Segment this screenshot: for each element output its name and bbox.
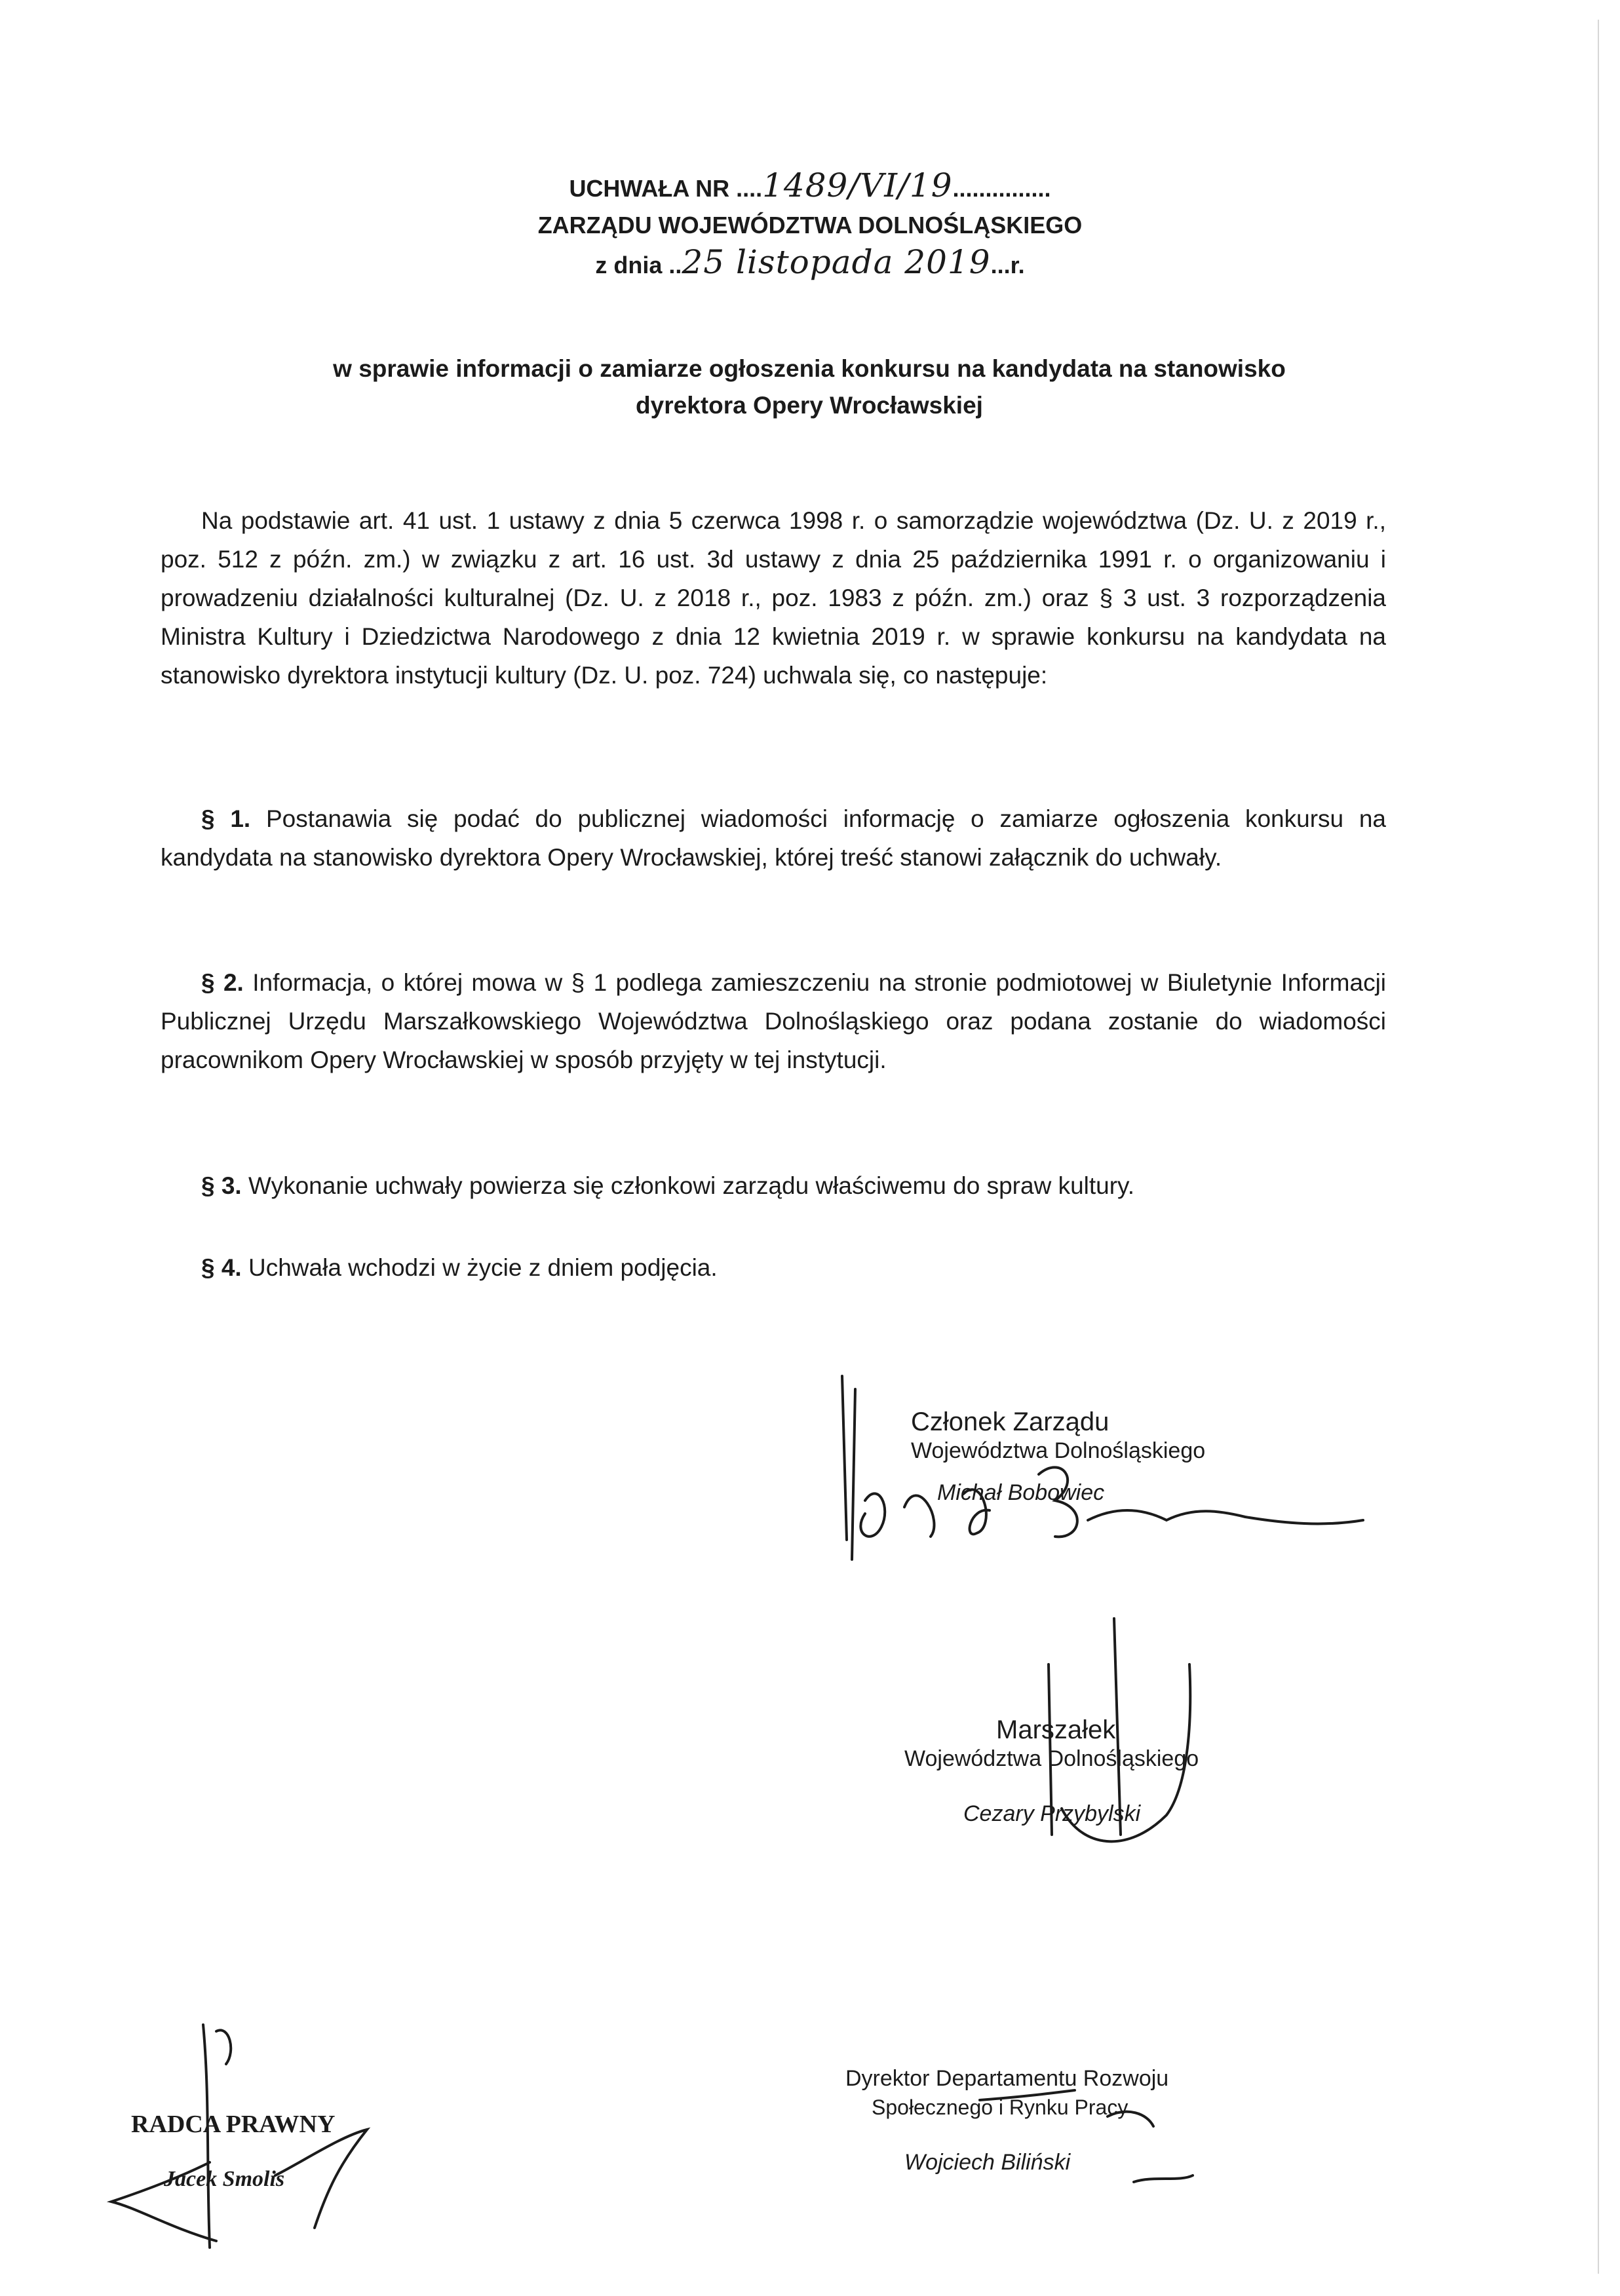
preamble-text: Na podstawie art. 41 ust. 1 ustawy z dnia 5 czerwca 1998 r. o samorządzie województwa (Dz. U. z 2019 r., poz. 512 z późn. zm.) w związku z art. 16 ust. 3d ustawy z dnia 25 października 1991 r. o organizowaniu i prowadzeniu działalności kulturalnej (Dz. U. z 2018 r., poz. 1983 z późn. zm.) oraz § 3 ust. 3 rozporządzenia Ministra Kultury i Dziedzictwa Narodowego z dnia 12 kwietnia 2019 r. w sprawie konkursu na kandydata na stanowisko dyrektora instytucji kultury (Dz. U. poz. 724) uchwala się, co następuje: bbox=[161, 507, 1386, 689]
stamp-name: Michał Bobowiec bbox=[937, 1480, 1105, 1505]
resolution-prefix: UCHWAŁA NR .... bbox=[569, 175, 763, 202]
paragraph-text: Informacja, o której mowa w § 1 podlega zamieszczeniu na stronie podmiotowej w Biuletynie Informacji Publicznej Urzędu Marszałkowskiego Województwa Dolnośląskiego oraz podana zostanie do wiadomości pracownikom Opery Wrocławskiej w sposób przyjęty w tej instytucji. bbox=[161, 969, 1387, 1073]
stamp-name: Wojciech Biliński bbox=[904, 2150, 1071, 2175]
stamp-region: Województwa Dolnośląskiego bbox=[911, 1438, 1206, 1463]
stamp-role: RADCA PRAWNY bbox=[131, 2111, 336, 2138]
stamp-role-line-1: Dyrektor Departamentu Rozwoju bbox=[845, 2066, 1169, 2091]
board-member-stamp bbox=[911, 1407, 1205, 1507]
paragraph-4 bbox=[161, 1248, 1386, 1287]
paragraph-1 bbox=[161, 799, 1386, 877]
marshal-stamp bbox=[904, 1715, 1199, 1828]
preamble-paragraph bbox=[161, 501, 1386, 695]
scan-edge-line bbox=[1598, 20, 1599, 2274]
paragraph-2 bbox=[161, 963, 1386, 1079]
stamp-role-line-2: Społecznego i Rynku Pracy bbox=[872, 2095, 1128, 2119]
stamp-region: Województwa Dolnośląskiego bbox=[904, 1746, 1199, 1771]
date-handwritten: 25 listopada 2019 bbox=[682, 243, 991, 281]
date-prefix: z dnia .. bbox=[595, 252, 682, 278]
resolution-subject bbox=[131, 351, 1488, 424]
stamp-name: Cezary Przybylski bbox=[963, 1801, 1141, 1826]
board-name: ZARZĄDU WOJEWÓDZTWA DOLNOŚLĄSKIEGO bbox=[537, 212, 1083, 239]
paragraph-text: Wykonanie uchwały powierza się członkowi zarządu właściwemu do spraw kultury. bbox=[248, 1172, 1135, 1199]
paragraph-label: § 4. bbox=[201, 1254, 242, 1281]
date-suffix: ...r. bbox=[990, 252, 1025, 278]
resolution-number-line bbox=[0, 167, 1620, 207]
resolution-header bbox=[0, 167, 1620, 284]
stamp-name: Jacek Smolis bbox=[164, 2167, 285, 2191]
stamp-role: Marszałek bbox=[996, 1715, 1116, 1744]
paragraph-label: § 1. bbox=[201, 805, 251, 832]
date-line bbox=[0, 244, 1620, 284]
subject-line-1: w sprawie informacji o zamiarze ogłoszenia konkursu na kandydata na stanowisko bbox=[333, 355, 1286, 382]
subject-line-2: dyrektora Opery Wrocławskiej bbox=[636, 392, 983, 419]
paragraph-label: § 2. bbox=[201, 969, 244, 996]
resolution-suffix: ............... bbox=[952, 175, 1051, 202]
stamp-role: Członek Zarządu bbox=[911, 1407, 1109, 1436]
resolution-number-handwritten: 1489/VI/19 bbox=[762, 166, 953, 204]
director-stamp bbox=[845, 2064, 1168, 2177]
paragraph-label: § 3. bbox=[201, 1172, 242, 1199]
paragraph-text: Uchwała wchodzi w życie z dniem podjęcia. bbox=[248, 1254, 718, 1281]
paragraph-text: Postanawia się podać do publicznej wiadomości informację o zamiarze ogłoszenia konkursu na kandydata na stanowisko dyrektora Opery Wrocławskiej, której treść stanowi załącznik do uchwały. bbox=[161, 805, 1387, 871]
legal-counsel-stamp bbox=[105, 2110, 335, 2194]
paragraph-3 bbox=[161, 1166, 1386, 1205]
